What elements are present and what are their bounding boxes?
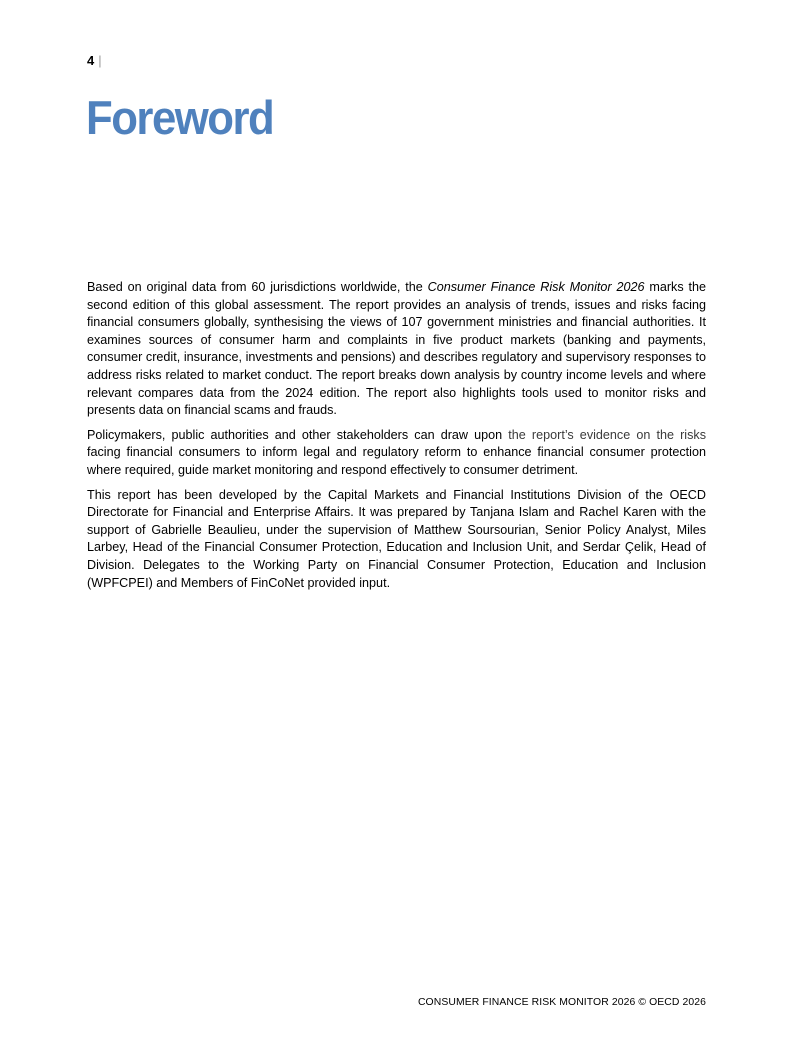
page-number-header xyxy=(87,53,102,69)
paragraph-intro-text-start: Based on original data from 60 jurisdictions worldwide, the xyxy=(87,280,428,294)
page-title: Foreword xyxy=(86,91,274,144)
paragraph-intro xyxy=(87,279,706,420)
paragraph-stakeholders-text-start: Policymakers, public authorities and other stakeholders can draw upon xyxy=(87,427,509,442)
page-footer: CONSUMER FINANCE RISK MONITOR 2026 © OECD 2026 xyxy=(417,997,706,1008)
page-number-separator: | xyxy=(98,53,102,68)
paragraph-stakeholders xyxy=(87,427,706,480)
paragraph-acknowledgements: This report has been developed by the Capital Markets and Financial Institutions Division of the OECD Directorate for Financial and Enterprise Affairs. It was prepared by Tanjana Islam and Rachel Karen with the support of Gabrielle Beaulieu, under the supervision of Matthew Soursourian, Senior Policy Analyst, Miles Larbey, Head of the Financial Consumer Protection, Education and Inclusion Unit, and Serdar Çelik, Head of Division. Delegates to the Working Party on Financial Consumer Protection, Education and Inclusion (WPFCPEI) and Members of FinCoNet provided input. xyxy=(87,487,706,590)
foreword-body xyxy=(87,279,706,599)
paragraph-stakeholders-text-end: facing financial consumers to inform legal and regulatory reform to enhance financial consumer protection where required, guide market monitoring and respond effectively to consumer detriment. xyxy=(87,445,706,477)
page-number: 4 xyxy=(87,53,95,68)
paragraph-intro-text-end: marks the second edition of this global assessment. The report provides an analysis of trends, issues and risks facing financial consumers globally, synthesising the views of 107 government ministries and financial authorities. It examines sources of consumer harm and complaints in five product markets (banking and payments, consumer credit, insurance, investments and pensions) and describes regulatory and supervisory responses to address risks related to market conduct. The report breaks down analysis by country income levels and where relevant compares data from the 2024 edition. The report also highlights tools used to monitor risks and presents data on financial scams and frauds. xyxy=(87,280,707,418)
report-title-italic: Consumer Finance Risk Monitor 2026 xyxy=(427,280,645,294)
paragraph-stakeholders-highlight: the report’s evidence on the risks xyxy=(508,427,707,442)
